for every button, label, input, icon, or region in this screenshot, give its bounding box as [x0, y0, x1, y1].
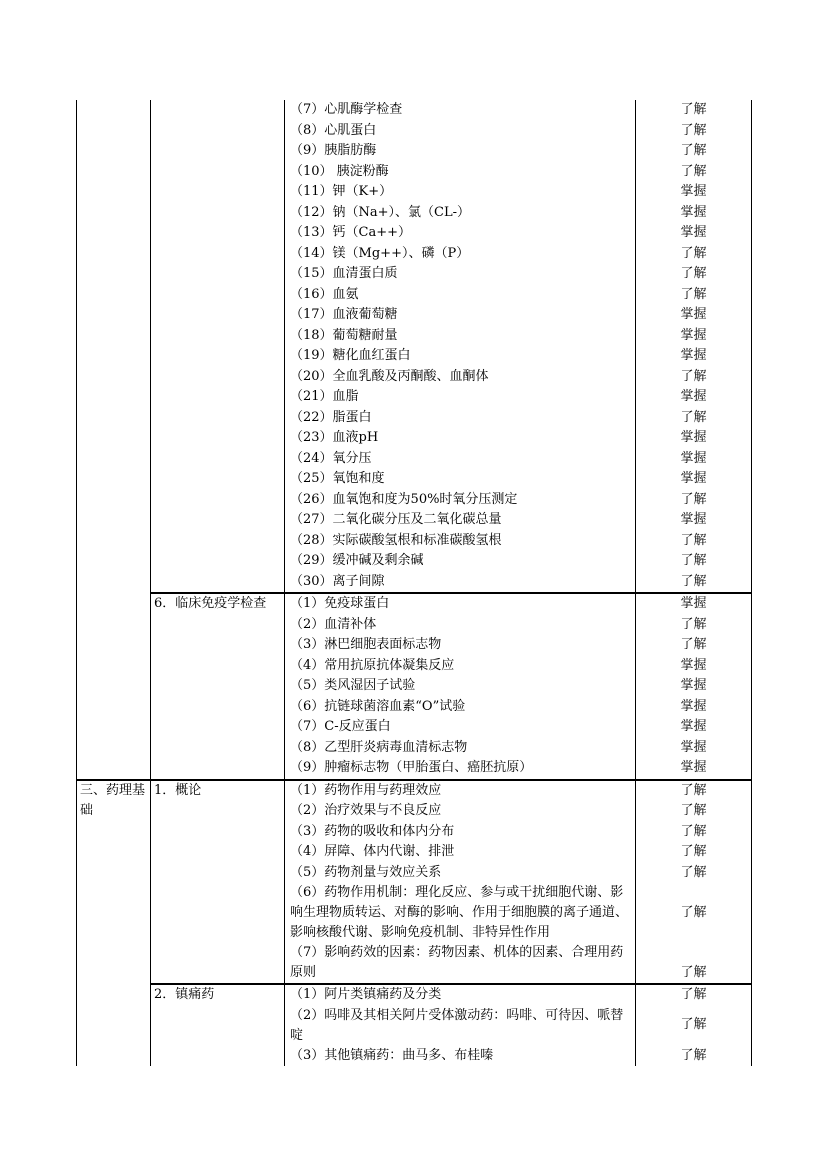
- content-cell: （22）脂蛋白: [285, 408, 636, 429]
- requirement-cell: 了解: [636, 883, 752, 943]
- content-cell: （2）吗啡及其相关阿片受体激动药：吗啡、可待因、哌替啶: [285, 1006, 636, 1046]
- table-row: [77, 780, 752, 802]
- content-cell: （13）钙（Ca++）: [285, 223, 636, 244]
- requirement-cell: 了解: [636, 842, 752, 863]
- requirement-cell: 了解: [636, 490, 752, 511]
- requirement-cell: 了解: [636, 984, 752, 1006]
- content-cell: （1）药物作用与药理效应: [285, 780, 636, 802]
- requirement-cell: 掌握: [636, 428, 752, 449]
- syllabus-table: [76, 100, 752, 1066]
- requirement-cell: 了解: [636, 285, 752, 306]
- requirement-cell: 了解: [636, 408, 752, 429]
- content-cell: （3）淋巴细胞表面标志物: [285, 635, 636, 656]
- content-cell: （5）类风湿因子试验: [285, 676, 636, 697]
- content-cell: （12）钠（Na+）、氯（CL-）: [285, 203, 636, 224]
- requirement-cell: 掌握: [636, 223, 752, 244]
- requirement-cell: 掌握: [636, 717, 752, 738]
- category-cell: 三、药理基础: [77, 780, 151, 1067]
- requirement-cell: 掌握: [636, 738, 752, 759]
- requirement-cell: 了解: [636, 943, 752, 984]
- content-cell: （2）血清补体: [285, 615, 636, 636]
- content-cell: （11）钾（K+）: [285, 182, 636, 203]
- requirement-cell: 掌握: [636, 758, 752, 780]
- requirement-cell: 了解: [636, 1046, 752, 1067]
- subcategory-cell: 2．镇痛药: [151, 984, 285, 1066]
- content-cell: （7）心肌酶学检查: [285, 100, 636, 121]
- requirement-cell: 掌握: [636, 182, 752, 203]
- content-cell: （24）氧分压: [285, 449, 636, 470]
- requirement-cell: 了解: [636, 367, 752, 388]
- requirement-cell: 了解: [636, 572, 752, 594]
- content-cell: （10） 胰淀粉酶: [285, 162, 636, 183]
- requirement-cell: 了解: [636, 244, 752, 265]
- content-cell: （7）C-反应蛋白: [285, 717, 636, 738]
- content-cell: （1）免疫球蛋白: [285, 593, 636, 615]
- requirement-cell: 了解: [636, 615, 752, 636]
- requirement-cell: 了解: [636, 1006, 752, 1046]
- content-cell: （4）屏障、体内代谢、排泄: [285, 842, 636, 863]
- requirement-cell: 了解: [636, 551, 752, 572]
- requirement-cell: 了解: [636, 141, 752, 162]
- table-row: [77, 984, 752, 1006]
- content-cell: （1）阿片类镇痛药及分类: [285, 984, 636, 1006]
- content-cell: （5）药物剂量与效应关系: [285, 863, 636, 884]
- content-cell: （15）血清蛋白质: [285, 264, 636, 285]
- requirement-cell: 掌握: [636, 305, 752, 326]
- requirement-cell: 掌握: [636, 656, 752, 677]
- subcategory-cell: 1．概论: [151, 780, 285, 985]
- content-cell: （26）血氧饱和度为50%时氧分压测定: [285, 490, 636, 511]
- content-cell: （6）药物作用机制：理化反应、参与或干扰细胞代谢、影响生理物质转运、对酶的影响、作用于细胞膜的离子通道、影响核酸代谢、影响免疫机制、非特异性作用: [285, 883, 636, 943]
- requirement-cell: 掌握: [636, 697, 752, 718]
- content-cell: （16）血氨: [285, 285, 636, 306]
- requirement-cell: 掌握: [636, 387, 752, 408]
- requirement-cell: 了解: [636, 121, 752, 142]
- content-cell: （8）乙型肝炎病毒血清标志物: [285, 738, 636, 759]
- requirement-cell: 了解: [636, 780, 752, 802]
- content-cell: （3）其他镇痛药：曲马多、布桂嗪: [285, 1046, 636, 1067]
- content-cell: （3）药物的吸收和体内分布: [285, 822, 636, 843]
- content-cell: （9）胰脂肪酶: [285, 141, 636, 162]
- requirement-cell: 掌握: [636, 510, 752, 531]
- content-cell: （20）全血乳酸及丙酮酸、血酮体: [285, 367, 636, 388]
- content-cell: （21）血脂: [285, 387, 636, 408]
- subcategory-cell: 6．临床免疫学检查: [151, 593, 285, 780]
- requirement-cell: 掌握: [636, 203, 752, 224]
- content-cell: （30）离子间隙: [285, 572, 636, 594]
- requirement-cell: 了解: [636, 162, 752, 183]
- content-cell: （25）氧饱和度: [285, 469, 636, 490]
- content-cell: （23）血液pH: [285, 428, 636, 449]
- requirement-cell: 掌握: [636, 676, 752, 697]
- table-row: [77, 100, 752, 121]
- requirement-cell: 了解: [636, 822, 752, 843]
- requirement-cell: 掌握: [636, 469, 752, 490]
- requirement-cell: 了解: [636, 801, 752, 822]
- requirement-cell: 掌握: [636, 593, 752, 615]
- content-cell: （14）镁（Mg++）、磷（P）: [285, 244, 636, 265]
- requirement-cell: 了解: [636, 264, 752, 285]
- requirement-cell: 了解: [636, 531, 752, 552]
- requirement-cell: 了解: [636, 635, 752, 656]
- requirement-cell: 了解: [636, 100, 752, 121]
- content-cell: （19）糖化血红蛋白: [285, 346, 636, 367]
- requirement-cell: 掌握: [636, 346, 752, 367]
- content-cell: （17）血液葡萄糖: [285, 305, 636, 326]
- content-cell: （27）二氧化碳分压及二氧化碳总量: [285, 510, 636, 531]
- requirement-cell: 掌握: [636, 449, 752, 470]
- content-cell: （6）抗链球菌溶血素“O”试验: [285, 697, 636, 718]
- requirement-cell: 了解: [636, 863, 752, 884]
- content-cell: （29）缓冲碱及剩余碱: [285, 551, 636, 572]
- category-cell: [77, 593, 151, 780]
- category-cell: [77, 100, 151, 593]
- content-cell: （18）葡萄糖耐量: [285, 326, 636, 347]
- subcategory-cell: [151, 100, 285, 593]
- content-cell: （9）肿瘤标志物（甲胎蛋白、癌胚抗原）: [285, 758, 636, 780]
- content-cell: （2）治疗效果与不良反应: [285, 801, 636, 822]
- content-cell: （28）实际碳酸氢根和标准碳酸氢根: [285, 531, 636, 552]
- requirement-cell: 掌握: [636, 326, 752, 347]
- table-row: [77, 593, 752, 615]
- content-cell: （7）影响药效的因素：药物因素、机体的因素、合理用药原则: [285, 943, 636, 984]
- content-cell: （8）心肌蛋白: [285, 121, 636, 142]
- content-cell: （4）常用抗原抗体凝集反应: [285, 656, 636, 677]
